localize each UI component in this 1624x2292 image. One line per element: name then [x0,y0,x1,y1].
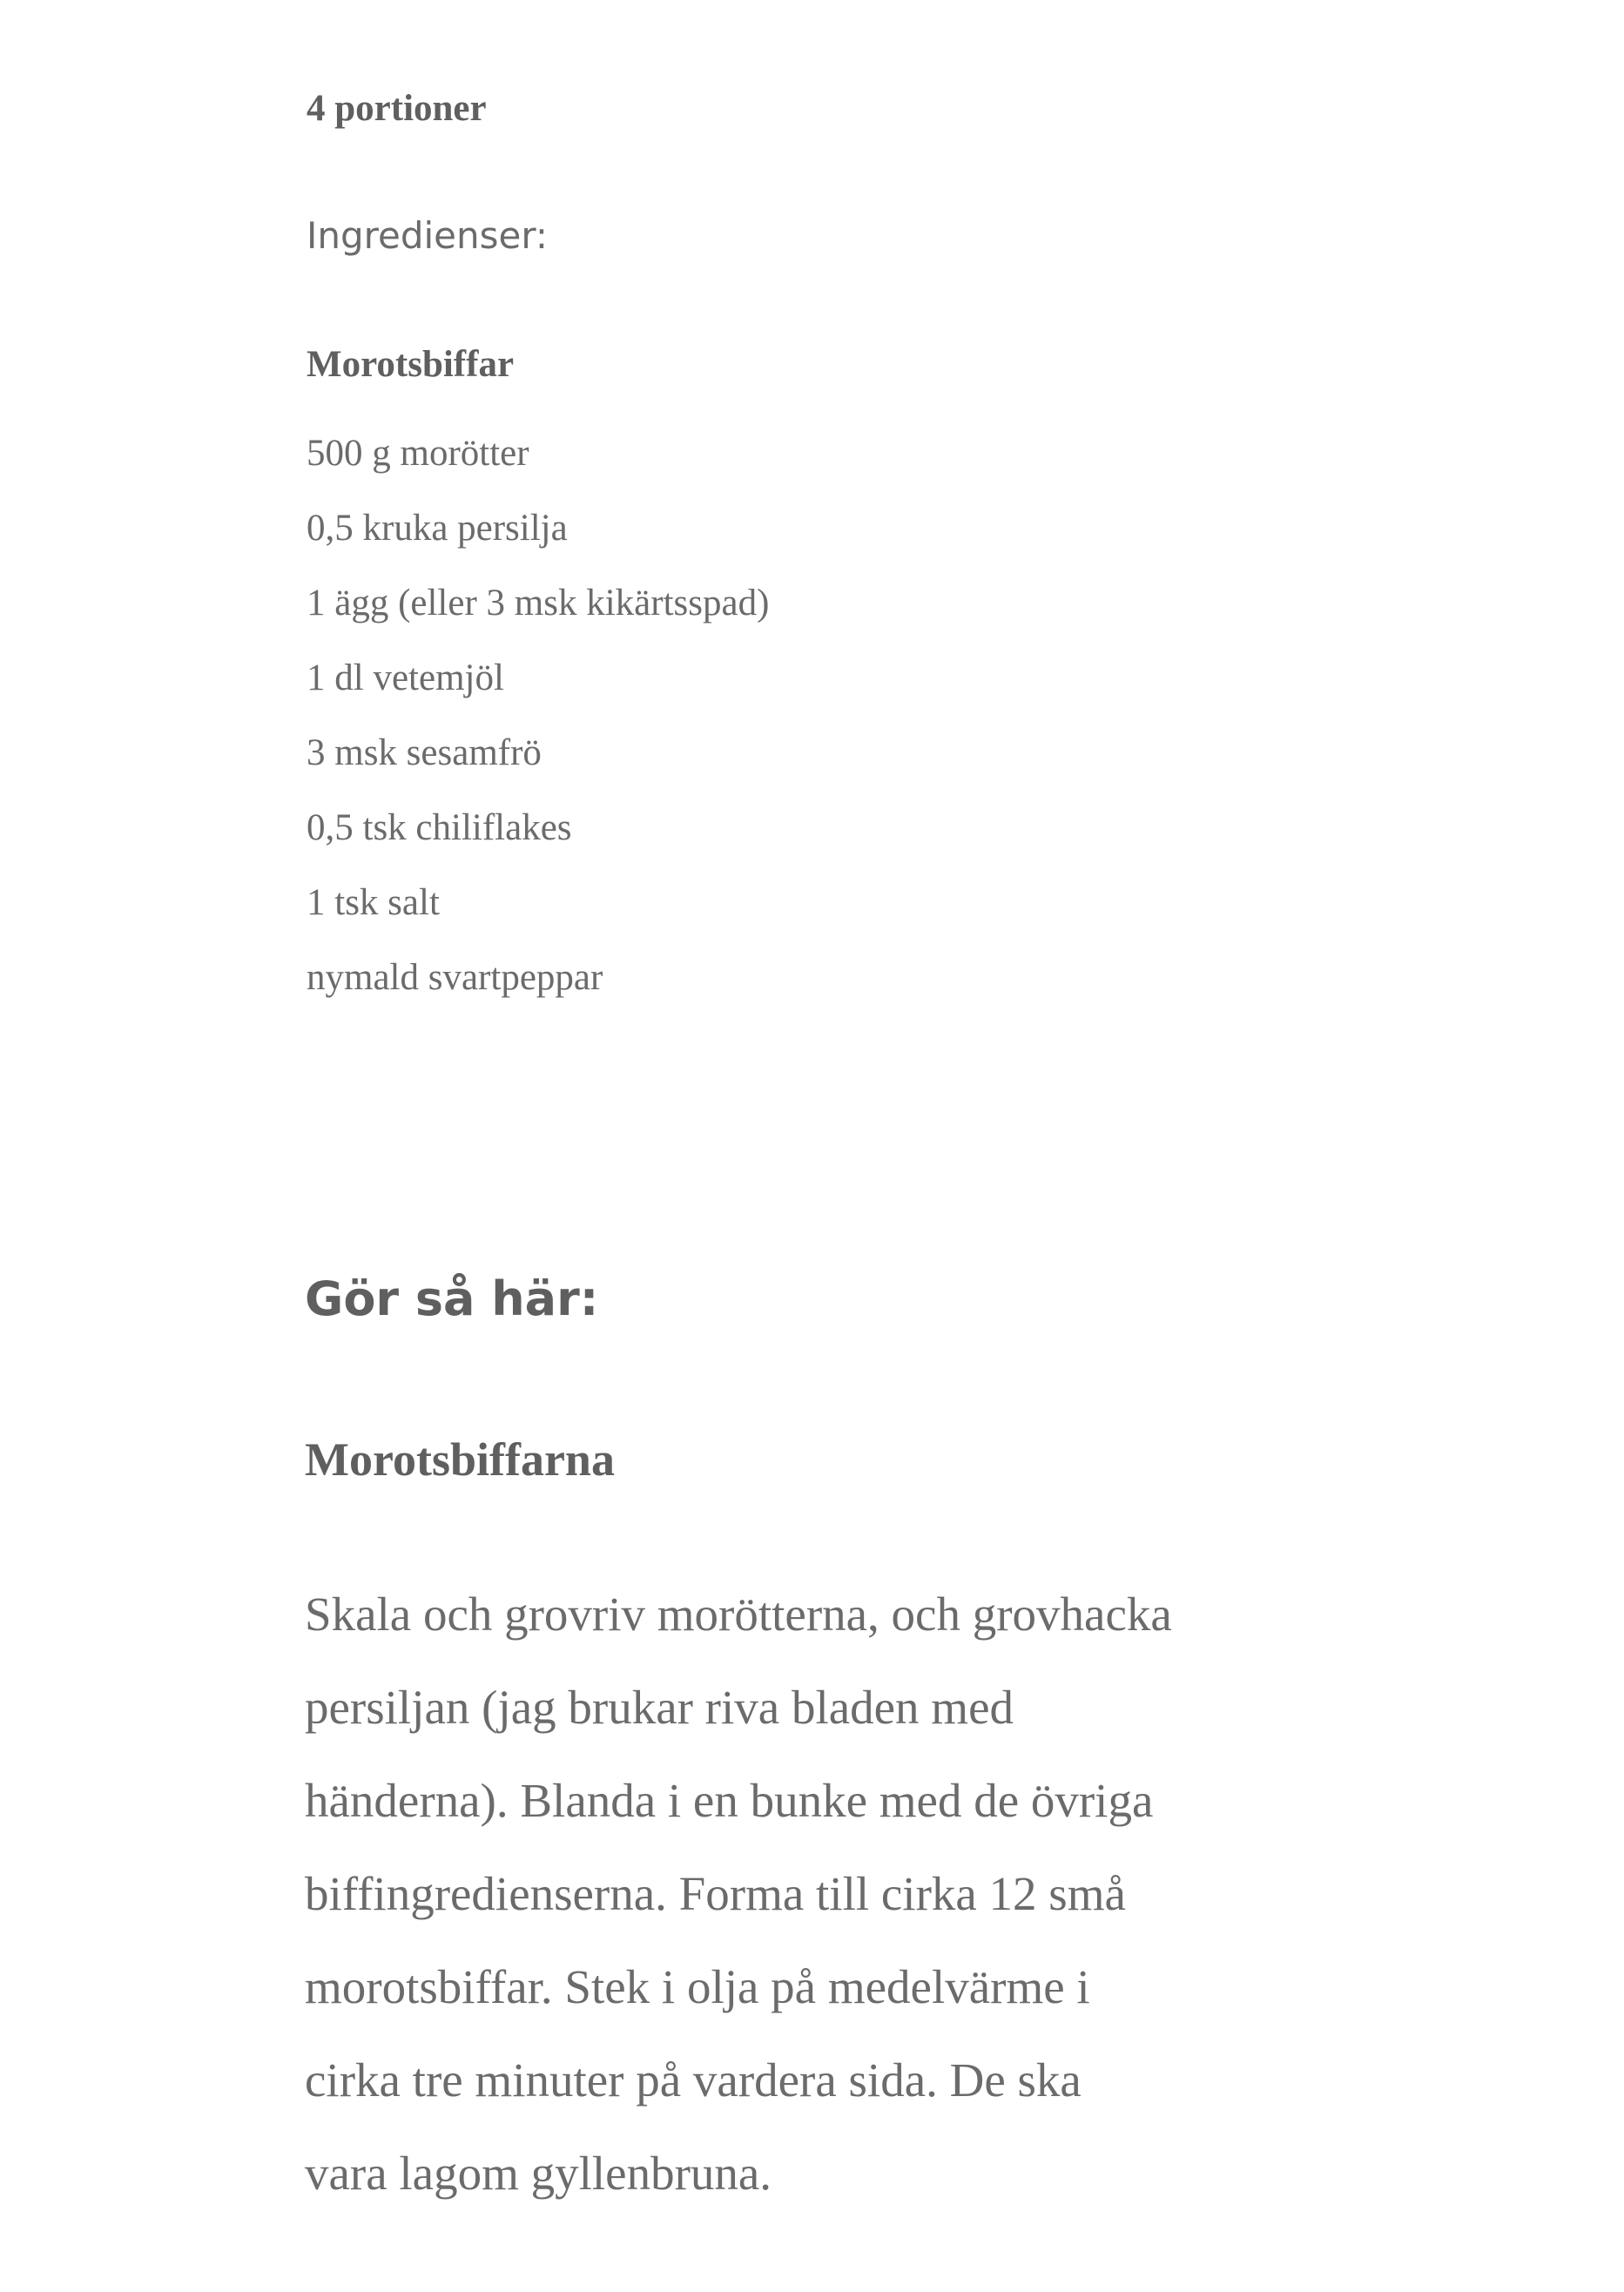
instruction-line: cirka tre minuter på vardera sida. De ska [305,2053,1082,2107]
ingredient-item: nymald svartpeppar [307,957,603,998]
instructions-paragraph [305,1567,1315,2220]
ingredient-item: 1 dl vetemjöl [307,657,504,698]
steps-subheading: Morotsbiffarna [305,1433,615,1486]
ingredient-item: 0,5 kruka persilja [307,508,568,549]
portions-label: 4 portioner [307,88,487,129]
ingredient-item: 1 tsk salt [307,882,440,923]
ingredient-item: 500 g morötter [307,433,529,474]
ingredient-item: 3 msk sesamfrö [307,732,542,773]
instruction-line: händerna). Blanda i en bunke med de övriga [305,1774,1154,1827]
ingredient-list [307,416,769,1015]
ingredient-item: 1 ägg (eller 3 msk kikärtsspad) [307,583,770,624]
steps-heading: Gör så här: [305,1271,599,1326]
ingredient-group-title: Morotsbiffar [307,344,515,385]
instruction-line: vara lagom gyllenbruna. [305,2147,772,2200]
instruction-line: biffingredienserna. Forma till cirka 12 små [305,1867,1126,1920]
instruction-line: morotsbiffar. Stek i olja på medelvärme i [305,1960,1090,2013]
instruction-line: persiljan (jag brukar riva bladen med [305,1681,1014,1734]
instruction-line: Skala och grovriv morötterna, och grovhacka [305,1588,1172,1641]
ingredient-item: 0,5 tsk chiliflakes [307,807,572,848]
ingredients-label: Ingredienser: [307,214,549,257]
